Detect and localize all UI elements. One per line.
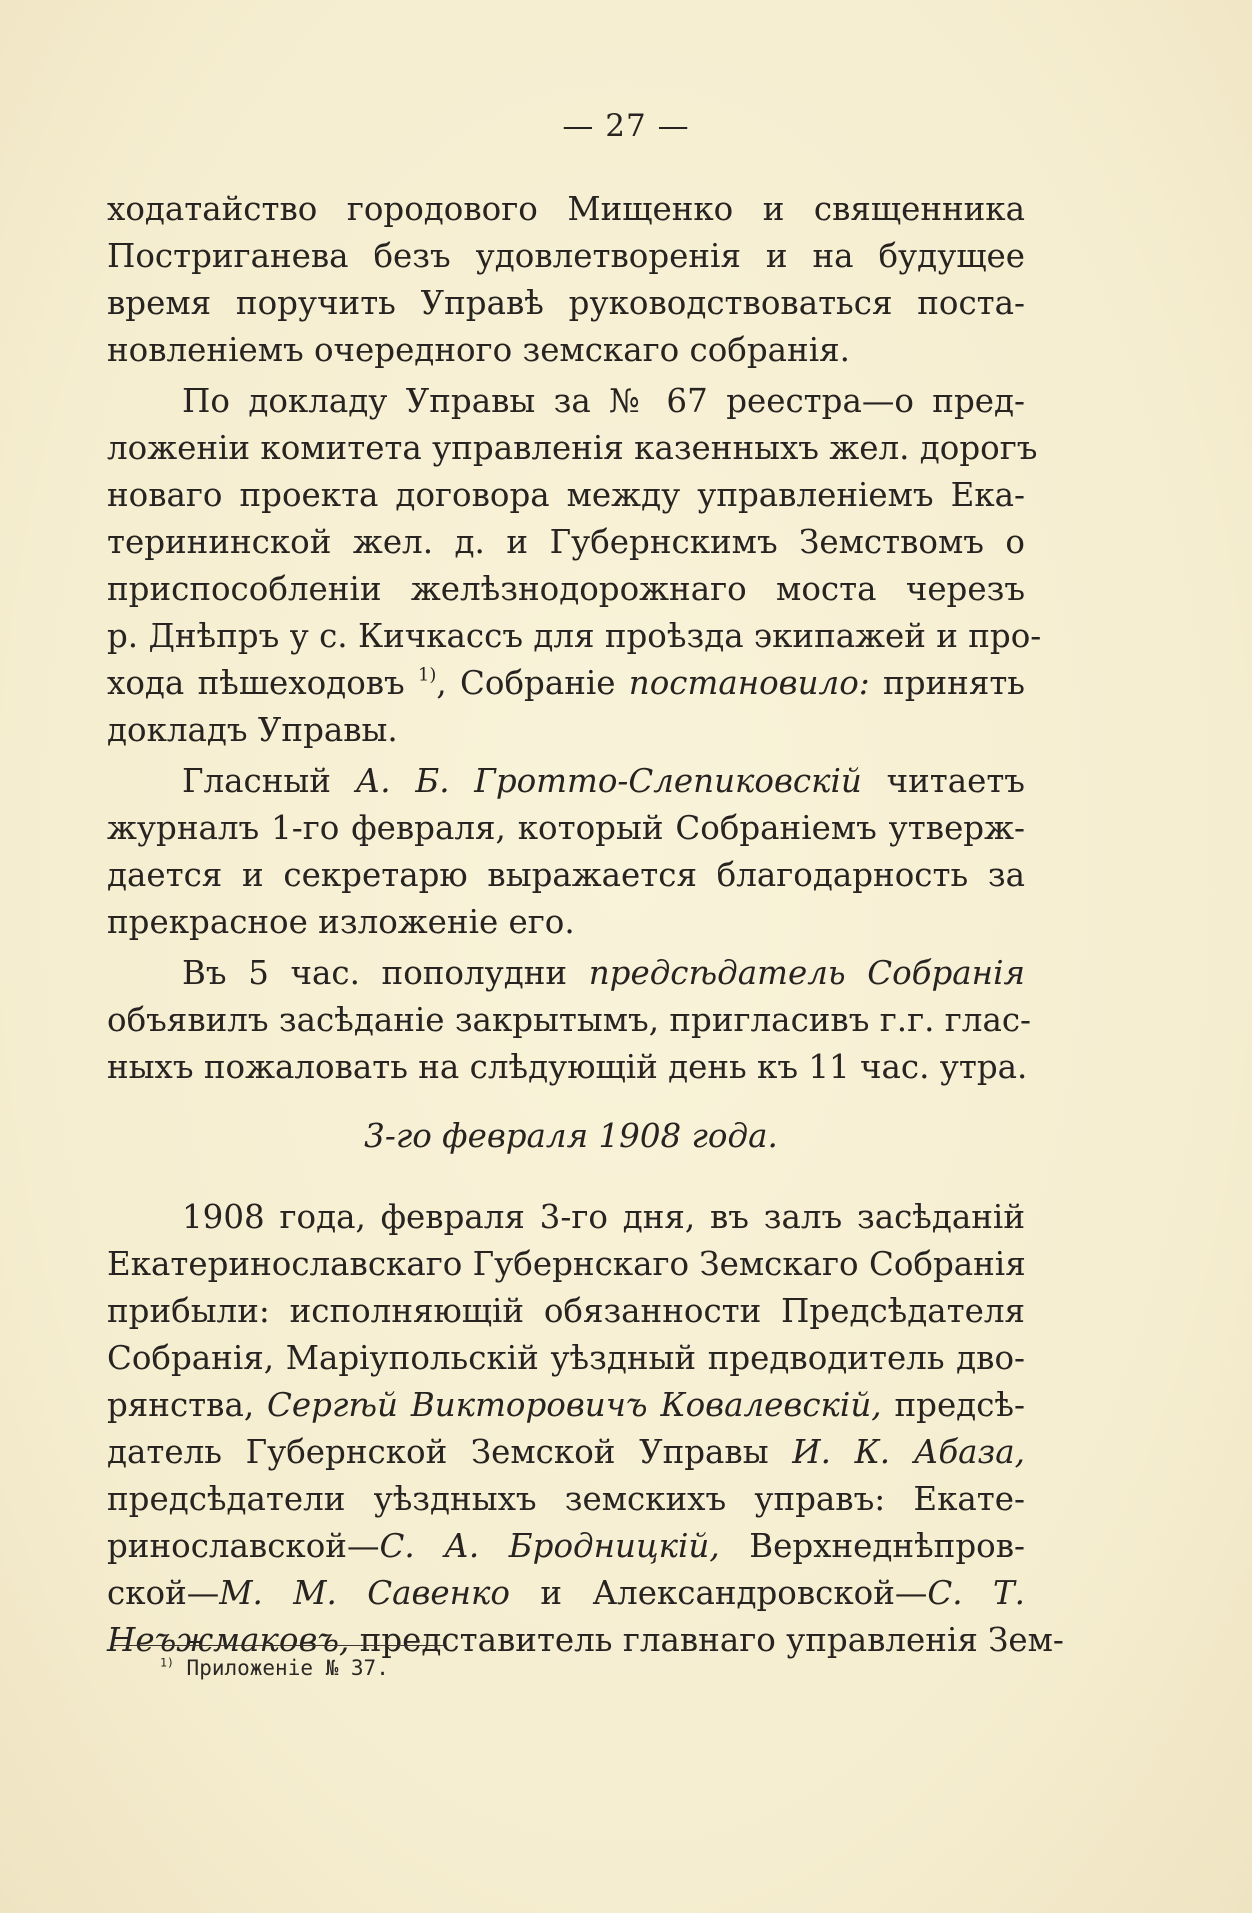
text-line: докладъ Управы.: [107, 711, 398, 749]
footnote-divider: [112, 1645, 444, 1646]
text-line: терининской жел. д. и Губернскимъ Земствомъ о: [107, 523, 1025, 561]
text-line: хода пѣшеходовъ $^{1)}$, Собраніе постановило: принять: [107, 664, 1025, 702]
text-line: р. Днѣпръ у с. Кичкассъ для проѣзда экипажей и про-: [107, 617, 1042, 655]
text-line: ходатайство городового Мищенко и священника: [107, 190, 1025, 228]
text-line: Екатеринославскаго Губернскаго Земскаго Собранія: [107, 1245, 1026, 1283]
section-heading: 3-го февраля 1908 года.: [364, 1117, 778, 1155]
text-line: датель Губернской Земской Управы И. К. Абаза,: [107, 1433, 1025, 1471]
text-line: новленіемъ очередного земскаго собранія.: [107, 331, 850, 369]
text-line: приспособленіи желѣзнодорожнаго моста черезъ: [107, 570, 1025, 608]
text-line: журналъ 1-го февраля, который Собраніемъ утверж-: [107, 809, 1025, 847]
body-text: [107, 186, 1064, 1664]
footnote-reference: 1): [418, 664, 437, 686]
text-line: Постриганева безъ удовлетворенія и на будущее: [107, 237, 1025, 275]
text-line: ской—М. М. Савенко и Александровской—С. Т.: [107, 1574, 1025, 1612]
text-line: По докладу Управы за № 67 реестра—о пред-: [182, 382, 1025, 420]
text-line: 1908 года, февраля 3-го дня, въ залъ засѣданій: [182, 1198, 1025, 1236]
text-line: ныхъ пожаловать на слѣдующій день къ 11 час. утра.: [107, 1048, 1028, 1086]
text-line: предсѣдатели уѣздныхъ земскихъ управъ: Екате-: [107, 1480, 1025, 1518]
text-line: объявилъ засѣданіе закрытымъ, пригласивъ г.г. глас-: [107, 1001, 1032, 1039]
text-line: ложеніи комитета управленія казенныхъ жел. дорогъ: [107, 429, 1038, 467]
text-line: прекрасное изложеніе его.: [107, 903, 575, 941]
text-line: Гласный А. Б. Гротто-Слепиковскій читаетъ: [182, 762, 1025, 800]
text-line: ринославской—С. А. Бродницкій, Верхнеднѣпров-: [107, 1527, 1025, 1565]
footnote: [160, 1656, 389, 1680]
text-line: рянства, Сергѣй Викторовичъ Ковалевскій, предсѣ-: [107, 1386, 1025, 1424]
text-line: прибыли: исполняющій обязанности Предсѣдателя: [107, 1292, 1025, 1330]
footnote-text: Приложеніе № 37.: [173, 1656, 389, 1680]
text-line: Собранія, Маріупольскій уѣздный предводитель дво-: [107, 1339, 1025, 1377]
text-line: Въ 5 час. пополудни предсѣдатель Собранія: [182, 954, 1025, 992]
footnote-mark: 1): [160, 1655, 174, 1670]
text-line: новаго проекта договора между управленіемъ Ека-: [107, 476, 1025, 514]
text-line: дается и секретарю выражается благодарность за: [107, 856, 1025, 894]
page-number: — 27 —: [562, 108, 690, 144]
text-line: Неъжмаковъ, представитель главнаго управленія Зем-: [107, 1621, 1064, 1659]
text-line: время поручить Управѣ руководствоваться поста-: [107, 284, 1025, 322]
